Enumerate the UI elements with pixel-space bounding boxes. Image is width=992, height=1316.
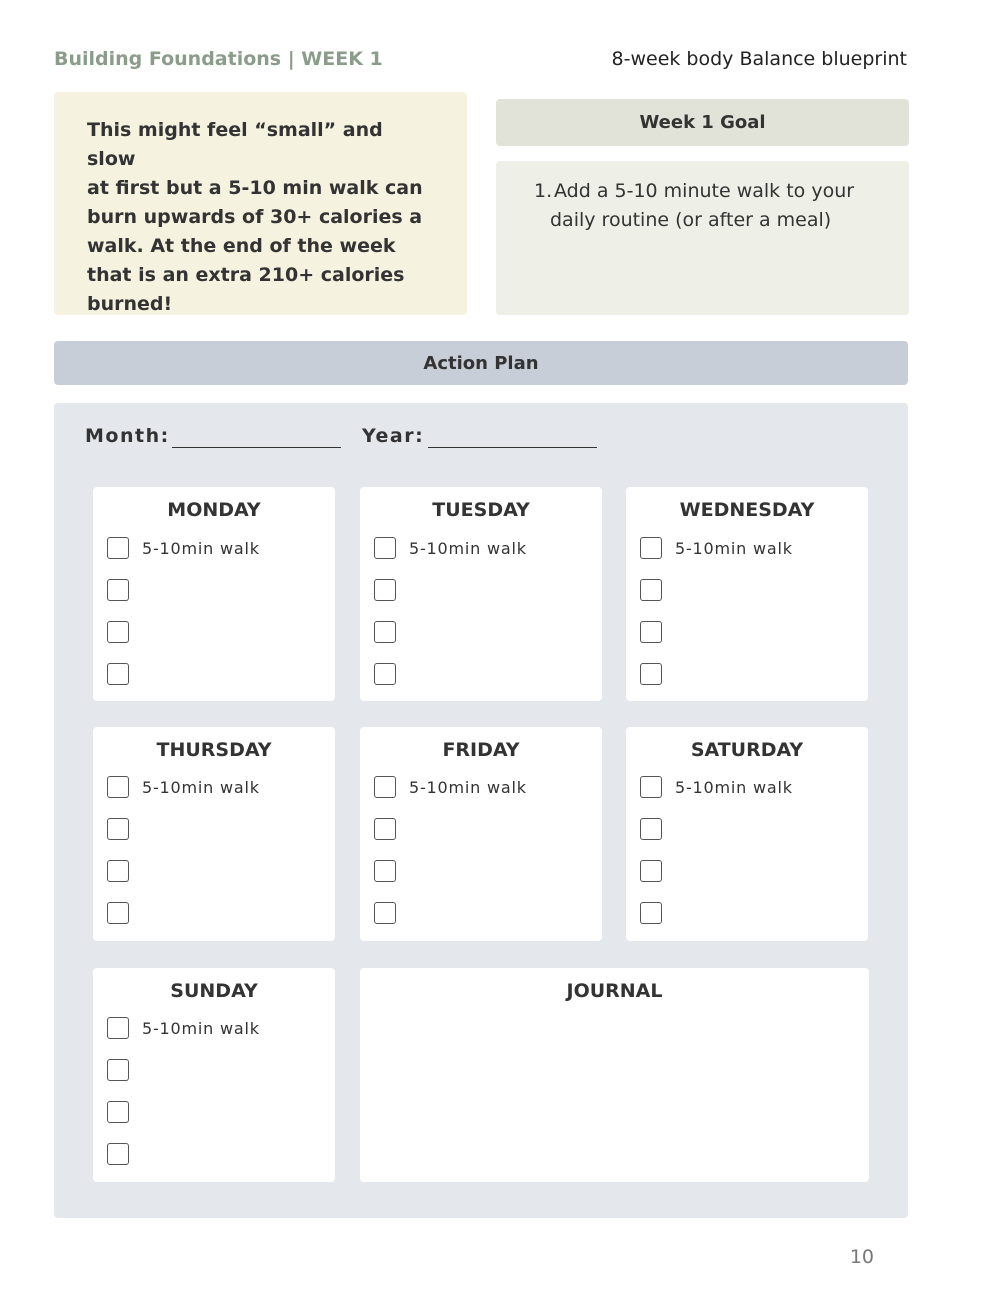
day-title: FRIDAY <box>442 739 520 761</box>
day-card-wednesday <box>626 487 868 701</box>
checkbox[interactable] <box>640 818 662 840</box>
task-row <box>640 579 662 601</box>
task-row <box>107 663 129 685</box>
task-row <box>107 579 129 601</box>
task-text: 5-10min walk <box>409 777 527 797</box>
checkbox[interactable] <box>107 1101 129 1123</box>
task-row <box>640 621 662 643</box>
goal-line: Add a 5-10 minute walk to your <box>554 180 855 202</box>
task-row <box>107 1059 129 1081</box>
goal-line: daily routine (or after a meal) <box>550 209 832 231</box>
task-row <box>107 776 260 798</box>
journal-title: JOURNAL <box>566 980 663 1002</box>
task-row <box>374 902 396 924</box>
day-card-friday <box>360 727 602 941</box>
section-title: Building Foundations | WEEK 1 <box>54 48 383 70</box>
day-title: WEDNESDAY <box>679 499 815 521</box>
checkbox[interactable] <box>107 663 129 685</box>
task-row <box>640 663 662 685</box>
goal-text <box>550 177 854 235</box>
task-text: 5-10min walk <box>675 538 793 558</box>
checkbox[interactable] <box>107 537 129 559</box>
task-row <box>374 663 396 685</box>
task-row <box>640 537 793 559</box>
goal-box <box>496 161 909 315</box>
checkbox[interactable] <box>107 1143 129 1165</box>
task-row <box>374 621 396 643</box>
task-text: 5-10min walk <box>675 777 793 797</box>
checkbox[interactable] <box>640 860 662 882</box>
checkbox[interactable] <box>640 663 662 685</box>
day-card-monday <box>93 487 335 701</box>
tip-line: burned! <box>87 293 173 315</box>
checkbox[interactable] <box>107 860 129 882</box>
task-row <box>640 818 662 840</box>
tip-line: that is an extra 210+ calories <box>87 264 405 286</box>
tip-line: burn upwards of 30+ calories a <box>87 206 423 228</box>
day-card-saturday <box>626 727 868 941</box>
checkbox[interactable] <box>107 1017 129 1039</box>
day-title: SUNDAY <box>170 980 258 1002</box>
task-row <box>107 1143 129 1165</box>
goal-number: 1. <box>534 180 553 202</box>
page-number: 10 <box>849 1246 874 1268</box>
task-text: 5-10min walk <box>142 538 260 558</box>
checkbox[interactable] <box>374 776 396 798</box>
checkbox[interactable] <box>640 902 662 924</box>
task-row <box>640 860 662 882</box>
task-row <box>374 818 396 840</box>
checkbox[interactable] <box>374 579 396 601</box>
day-title: THURSDAY <box>156 739 272 761</box>
checkbox[interactable] <box>107 818 129 840</box>
checkbox[interactable] <box>640 579 662 601</box>
day-card-thursday <box>93 727 335 941</box>
day-card-sunday <box>93 968 335 1182</box>
action-plan-header: Action Plan <box>54 341 908 385</box>
day-title: MONDAY <box>167 499 261 521</box>
document-title: 8-week body Balance blueprint <box>611 48 907 70</box>
task-text: 5-10min walk <box>142 1018 260 1038</box>
task-text: 5-10min walk <box>142 777 260 797</box>
task-text: 5-10min walk <box>409 538 527 558</box>
tip-line: walk. At the end of the week <box>87 235 396 257</box>
month-field[interactable] <box>172 447 341 448</box>
goal-header: Week 1 Goal <box>496 99 909 146</box>
task-row <box>374 579 396 601</box>
task-row <box>107 902 129 924</box>
day-title: TUESDAY <box>432 499 530 521</box>
checkbox[interactable] <box>374 902 396 924</box>
checkbox[interactable] <box>374 621 396 643</box>
checkbox[interactable] <box>374 663 396 685</box>
task-row <box>107 1101 129 1123</box>
checkbox[interactable] <box>107 776 129 798</box>
goal-item <box>534 177 889 235</box>
task-row <box>374 776 527 798</box>
task-row <box>107 860 129 882</box>
task-row <box>640 902 662 924</box>
month-label: Month: <box>85 425 170 447</box>
tip-line: This might feel “small” and slow <box>87 119 383 170</box>
checkbox[interactable] <box>374 818 396 840</box>
checkbox[interactable] <box>640 621 662 643</box>
checkbox[interactable] <box>640 776 662 798</box>
task-row <box>107 621 129 643</box>
checkbox[interactable] <box>107 621 129 643</box>
checkbox[interactable] <box>374 537 396 559</box>
task-row <box>107 1017 260 1039</box>
tip-box <box>54 92 467 315</box>
task-row <box>374 537 527 559</box>
day-title: SATURDAY <box>690 739 804 761</box>
checkbox[interactable] <box>107 579 129 601</box>
year-field[interactable] <box>428 447 597 448</box>
checkbox[interactable] <box>107 902 129 924</box>
checkbox[interactable] <box>640 537 662 559</box>
tip-text <box>87 116 437 319</box>
day-card-tuesday <box>360 487 602 701</box>
task-row <box>640 776 793 798</box>
year-label: Year: <box>362 425 425 447</box>
checkbox[interactable] <box>107 1059 129 1081</box>
journal-card[interactable] <box>360 968 869 1182</box>
tip-line: at first but a 5-10 min walk can <box>87 177 423 199</box>
checkbox[interactable] <box>374 860 396 882</box>
task-row <box>374 860 396 882</box>
task-row <box>107 537 260 559</box>
task-row <box>107 818 129 840</box>
